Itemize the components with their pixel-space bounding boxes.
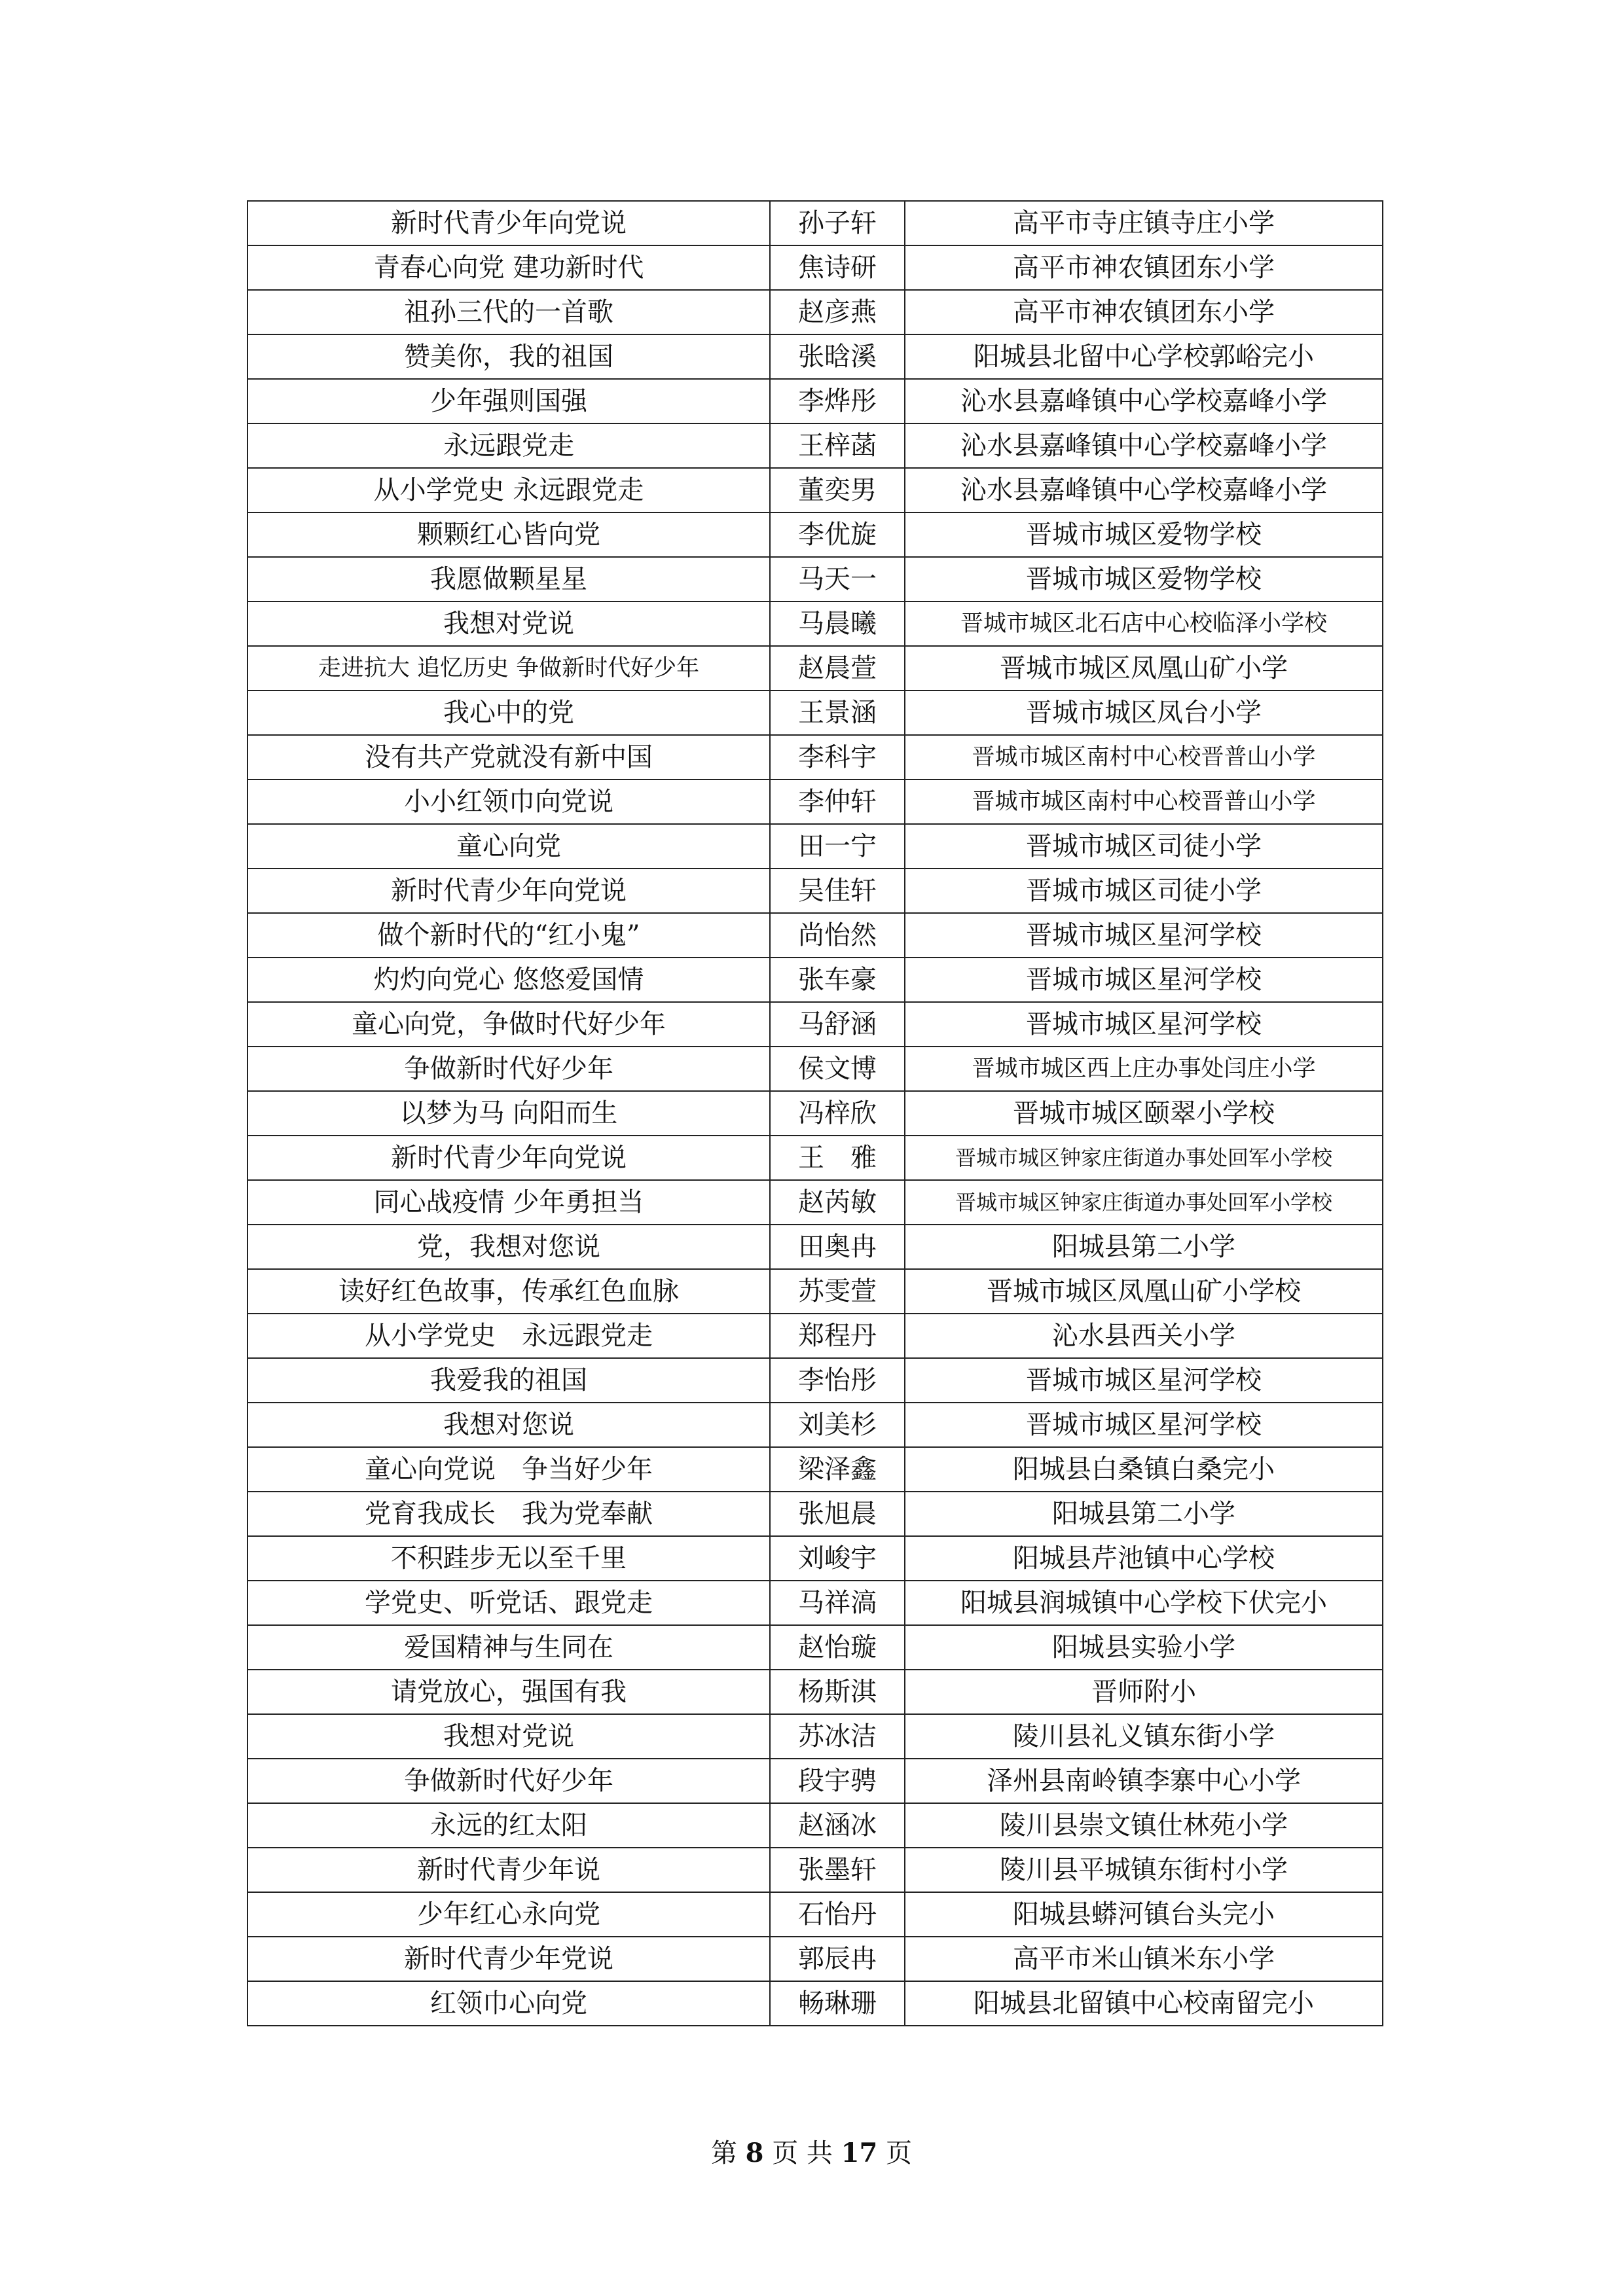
table-row: [247, 468, 1383, 512]
work-title-cell: 童心向党，争做时代好少年: [247, 1002, 770, 1047]
author-cell: 马晨曦: [770, 601, 905, 646]
school-cell: 高平市米山镇米东小学: [905, 1937, 1383, 1981]
author-cell: 马舒涵: [770, 1002, 905, 1047]
author-cell: 李优旋: [770, 512, 905, 557]
author-cell: 李怡彤: [770, 1358, 905, 1403]
school-cell: 晋城市城区凤凰山矿小学校: [905, 1269, 1383, 1314]
table-row: [247, 1403, 1383, 1447]
author-cell: 吴佳轩: [770, 869, 905, 913]
table-row: [247, 958, 1383, 1002]
work-title-cell: 新时代青少年向党说: [247, 201, 770, 245]
work-title-cell: 永远的红太阳: [247, 1803, 770, 1848]
author-cell: 畅琳珊: [770, 1981, 905, 2026]
author-cell: 郑程丹: [770, 1314, 905, 1358]
table-row: [247, 334, 1383, 379]
school-cell: 晋城市城区星河学校: [905, 958, 1383, 1002]
table-row: [247, 1581, 1383, 1625]
table-row: [247, 1047, 1383, 1091]
school-cell: 高平市神农镇团东小学: [905, 290, 1383, 334]
table-row: [247, 557, 1383, 601]
school-cell: 陵川县崇文镇仕林苑小学: [905, 1803, 1383, 1848]
school-cell: 阳城县实验小学: [905, 1625, 1383, 1670]
work-title-cell: 党，我想对您说: [247, 1225, 770, 1269]
author-cell: 李科宇: [770, 735, 905, 780]
work-title-cell: 从小学党史 永远跟党走: [247, 468, 770, 512]
author-cell: 张墨轩: [770, 1848, 905, 1892]
work-title-cell: 颗颗红心皆向党: [247, 512, 770, 557]
author-cell: 梁泽鑫: [770, 1447, 905, 1492]
author-cell: 赵怡璇: [770, 1625, 905, 1670]
author-cell: 赵涵冰: [770, 1803, 905, 1848]
school-cell: 晋城市城区南村中心校晋普山小学: [905, 780, 1383, 824]
work-title-cell: 从小学党史 永远跟党走: [247, 1314, 770, 1358]
award-list-table-container: [247, 200, 1382, 2026]
school-cell: 泽州县南岭镇李寨中心小学: [905, 1759, 1383, 1803]
work-title-cell: 做个新时代的“红小鬼”: [247, 913, 770, 958]
school-cell: 晋城市城区西上庄办事处闫庄小学: [905, 1047, 1383, 1091]
school-cell: 晋城市城区司徒小学: [905, 869, 1383, 913]
table-row: [247, 1136, 1383, 1180]
author-cell: 焦诗研: [770, 245, 905, 290]
work-title-cell: 没有共产党就没有新中国: [247, 735, 770, 780]
work-title-cell: 我想对您说: [247, 1403, 770, 1447]
work-title-cell: 祖孙三代的一首歌: [247, 290, 770, 334]
work-title-cell: 我想对党说: [247, 1714, 770, 1759]
table-row: [247, 1714, 1383, 1759]
author-cell: 尚怡然: [770, 913, 905, 958]
author-cell: 张车豪: [770, 958, 905, 1002]
work-title-cell: 学党史、听党话、跟党走: [247, 1581, 770, 1625]
footer-suffix: 页: [886, 2138, 913, 2168]
author-cell: 苏雯萱: [770, 1269, 905, 1314]
school-cell: 阳城县蟒河镇台头完小: [905, 1892, 1383, 1937]
table-row: [247, 1937, 1383, 1981]
school-cell: 高平市寺庄镇寺庄小学: [905, 201, 1383, 245]
school-cell: 晋城市城区钟家庄街道办事处回军小学校: [905, 1180, 1383, 1225]
work-title-cell: 不积跬步无以至千里: [247, 1536, 770, 1581]
table-row: [247, 646, 1383, 691]
work-title-cell: 新时代青少年党说: [247, 1937, 770, 1981]
table-row: [247, 245, 1383, 290]
table-row: [247, 735, 1383, 780]
table-row: [247, 1759, 1383, 1803]
school-cell: 阳城县芹池镇中心学校: [905, 1536, 1383, 1581]
footer-middle: 页 共: [772, 2138, 833, 2168]
work-title-cell: 走进抗大 追忆历史 争做新时代好少年: [247, 646, 770, 691]
author-cell: 赵彦燕: [770, 290, 905, 334]
work-title-cell: 新时代青少年向党说: [247, 1136, 770, 1180]
author-cell: 刘峻宇: [770, 1536, 905, 1581]
author-cell: 石怡丹: [770, 1892, 905, 1937]
work-title-cell: 我心中的党: [247, 691, 770, 735]
work-title-cell: 灼灼向党心 悠悠爱国情: [247, 958, 770, 1002]
work-title-cell: 童心向党说 争当好少年: [247, 1447, 770, 1492]
table-row: [247, 379, 1383, 423]
work-title-cell: 童心向党: [247, 824, 770, 869]
school-cell: 沁水县西关小学: [905, 1314, 1383, 1358]
total-pages: 17: [841, 2138, 878, 2168]
work-title-cell: 以梦为马 向阳而生: [247, 1091, 770, 1136]
author-cell: 张旭晨: [770, 1492, 905, 1536]
table-row: [247, 1536, 1383, 1581]
author-cell: 孙子轩: [770, 201, 905, 245]
table-row: [247, 1358, 1383, 1403]
school-cell: 晋城市城区星河学校: [905, 1002, 1383, 1047]
author-cell: 张晗溪: [770, 334, 905, 379]
work-title-cell: 我想对党说: [247, 601, 770, 646]
work-title-cell: 爱国精神与生同在: [247, 1625, 770, 1670]
table-row: [247, 1625, 1383, 1670]
table-row: [247, 780, 1383, 824]
author-cell: 王景涵: [770, 691, 905, 735]
work-title-cell: 读好红色故事，传承红色血脉: [247, 1269, 770, 1314]
page-footer: [0, 2132, 1623, 2170]
author-cell: 李仲轩: [770, 780, 905, 824]
work-title-cell: 党育我成长 我为党奉献: [247, 1492, 770, 1536]
work-title-cell: 小小红领巾向党说: [247, 780, 770, 824]
table-row: [247, 1225, 1383, 1269]
table-row: [247, 1269, 1383, 1314]
school-cell: 晋城市城区南村中心校晋普山小学: [905, 735, 1383, 780]
footer-prefix: 第: [710, 2138, 737, 2168]
work-title-cell: 争做新时代好少年: [247, 1047, 770, 1091]
page-number: 8: [745, 2138, 764, 2168]
table-row: [247, 1314, 1383, 1358]
school-cell: 阳城县润城镇中心学校下伏完小: [905, 1581, 1383, 1625]
work-title-cell: 我愿做颗星星: [247, 557, 770, 601]
school-cell: 陵川县平城镇东街村小学: [905, 1848, 1383, 1892]
author-cell: 李烨彤: [770, 379, 905, 423]
table-row: [247, 824, 1383, 869]
table-row: [247, 913, 1383, 958]
table-row: [247, 601, 1383, 646]
school-cell: 沁水县嘉峰镇中心学校嘉峰小学: [905, 468, 1383, 512]
school-cell: 阳城县北留镇中心校南留完小: [905, 1981, 1383, 2026]
work-title-cell: 青春心向党 建功新时代: [247, 245, 770, 290]
school-cell: 晋城市城区爱物学校: [905, 512, 1383, 557]
author-cell: 王梓菡: [770, 423, 905, 468]
school-cell: 晋城市城区凤台小学: [905, 691, 1383, 735]
school-cell: 阳城县第二小学: [905, 1225, 1383, 1269]
school-cell: 晋师附小: [905, 1670, 1383, 1714]
table-row: [247, 1091, 1383, 1136]
school-cell: 晋城市城区爱物学校: [905, 557, 1383, 601]
table-row: [247, 1180, 1383, 1225]
school-cell: 沁水县嘉峰镇中心学校嘉峰小学: [905, 423, 1383, 468]
author-cell: 段宇骋: [770, 1759, 905, 1803]
work-title-cell: 红领巾心向党: [247, 1981, 770, 2026]
school-cell: 阳城县白桑镇白桑完小: [905, 1447, 1383, 1492]
school-cell: 晋城市城区颐翠小学校: [905, 1091, 1383, 1136]
school-cell: 高平市神农镇团东小学: [905, 245, 1383, 290]
author-cell: 刘美杉: [770, 1403, 905, 1447]
school-cell: 陵川县礼义镇东街小学: [905, 1714, 1383, 1759]
table-row: [247, 1803, 1383, 1848]
school-cell: 晋城市城区凤凰山矿小学: [905, 646, 1383, 691]
table-row: [247, 1447, 1383, 1492]
school-cell: 沁水县嘉峰镇中心学校嘉峰小学: [905, 379, 1383, 423]
author-cell: 马祥滈: [770, 1581, 905, 1625]
table-row: [247, 691, 1383, 735]
author-cell: 马天一: [770, 557, 905, 601]
table-row: [247, 1892, 1383, 1937]
author-cell: 侯文博: [770, 1047, 905, 1091]
work-title-cell: 少年强则国强: [247, 379, 770, 423]
author-cell: 冯梓欣: [770, 1091, 905, 1136]
author-cell: 王 雅: [770, 1136, 905, 1180]
table-row: [247, 201, 1383, 245]
work-title-cell: 赞美你，我的祖国: [247, 334, 770, 379]
table-row: [247, 1002, 1383, 1047]
author-cell: 田一宁: [770, 824, 905, 869]
author-cell: 田奥冉: [770, 1225, 905, 1269]
work-title-cell: 少年红心永向党: [247, 1892, 770, 1937]
school-cell: 晋城市城区钟家庄街道办事处回军小学校: [905, 1136, 1383, 1180]
school-cell: 阳城县第二小学: [905, 1492, 1383, 1536]
work-title-cell: 新时代青少年说: [247, 1848, 770, 1892]
work-title-cell: 永远跟党走: [247, 423, 770, 468]
school-cell: 晋城市城区星河学校: [905, 1358, 1383, 1403]
table-row: [247, 1670, 1383, 1714]
school-cell: 晋城市城区星河学校: [905, 913, 1383, 958]
school-cell: 晋城市城区司徒小学: [905, 824, 1383, 869]
table-row: [247, 290, 1383, 334]
table-row: [247, 1981, 1383, 2026]
author-cell: 赵芮敏: [770, 1180, 905, 1225]
work-title-cell: 请党放心，强国有我: [247, 1670, 770, 1714]
author-cell: 苏冰洁: [770, 1714, 905, 1759]
author-cell: 郭辰冉: [770, 1937, 905, 1981]
school-cell: 晋城市城区北石店中心校临泽小学校: [905, 601, 1383, 646]
work-title-cell: 新时代青少年向党说: [247, 869, 770, 913]
author-cell: 赵晨萱: [770, 646, 905, 691]
table-row: [247, 1848, 1383, 1892]
table-row: [247, 423, 1383, 468]
work-title-cell: 争做新时代好少年: [247, 1759, 770, 1803]
award-list-body: [247, 201, 1383, 2026]
table-row: [247, 512, 1383, 557]
work-title-cell: 我爱我的祖国: [247, 1358, 770, 1403]
author-cell: 董奕男: [770, 468, 905, 512]
author-cell: 杨斯淇: [770, 1670, 905, 1714]
school-cell: 阳城县北留中心学校郭峪完小: [905, 334, 1383, 379]
table-row: [247, 869, 1383, 913]
table-row: [247, 1492, 1383, 1536]
award-list-table: [247, 200, 1383, 2026]
school-cell: 晋城市城区星河学校: [905, 1403, 1383, 1447]
work-title-cell: 同心战疫情 少年勇担当: [247, 1180, 770, 1225]
